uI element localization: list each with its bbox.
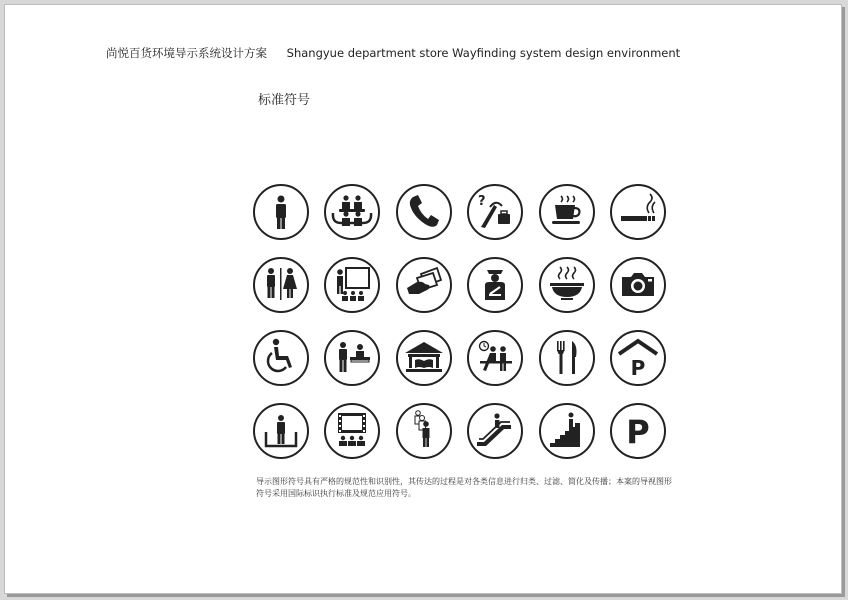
description-note: 导示图形符号具有严格的规范性和识别性，其传达的过程是对各类信息进行归类、过滤、简化及传播；本案的导视图形符号采用国际标识执行标准及规范应用符号。	[256, 477, 672, 498]
smoking-area-icon	[609, 183, 667, 241]
camera-icon	[609, 256, 667, 314]
luggage-storage-icon	[466, 183, 524, 241]
covered-parking-icon	[609, 329, 667, 387]
elevator-icon	[252, 402, 310, 460]
man-icon	[252, 183, 310, 241]
section-title: 标准符号	[258, 93, 311, 108]
toilets-icon	[252, 256, 310, 314]
restaurant-bowl-icon	[538, 256, 596, 314]
escalator-icon	[466, 402, 524, 460]
waiting-room-icon	[323, 183, 381, 241]
symbol-grid	[252, 183, 667, 460]
rest-area-icon	[466, 329, 524, 387]
wheelchair-icon	[252, 329, 310, 387]
svg-text:P: P	[626, 413, 650, 451]
queue-icon	[395, 402, 453, 460]
service-desk-icon	[323, 329, 381, 387]
cinema-icon	[323, 402, 381, 460]
document-page	[4, 4, 842, 594]
stairs-icon	[538, 402, 596, 460]
dining-icon	[538, 329, 596, 387]
coffee-icon	[538, 183, 596, 241]
training-room-icon	[323, 256, 381, 314]
telephone-icon	[395, 183, 453, 241]
header-title-en: Shangyue department store Wayfinding system design environment	[286, 46, 681, 60]
svg-text:?: ?	[478, 194, 486, 209]
page-header	[106, 45, 680, 61]
security-icon	[466, 256, 524, 314]
svg-text:P: P	[630, 356, 646, 380]
parking-icon	[609, 402, 667, 460]
header-title-cn: 尚悦百货环境导示系统设计方案	[106, 46, 267, 60]
store-icon	[395, 329, 453, 387]
tickets-icon	[395, 256, 453, 314]
